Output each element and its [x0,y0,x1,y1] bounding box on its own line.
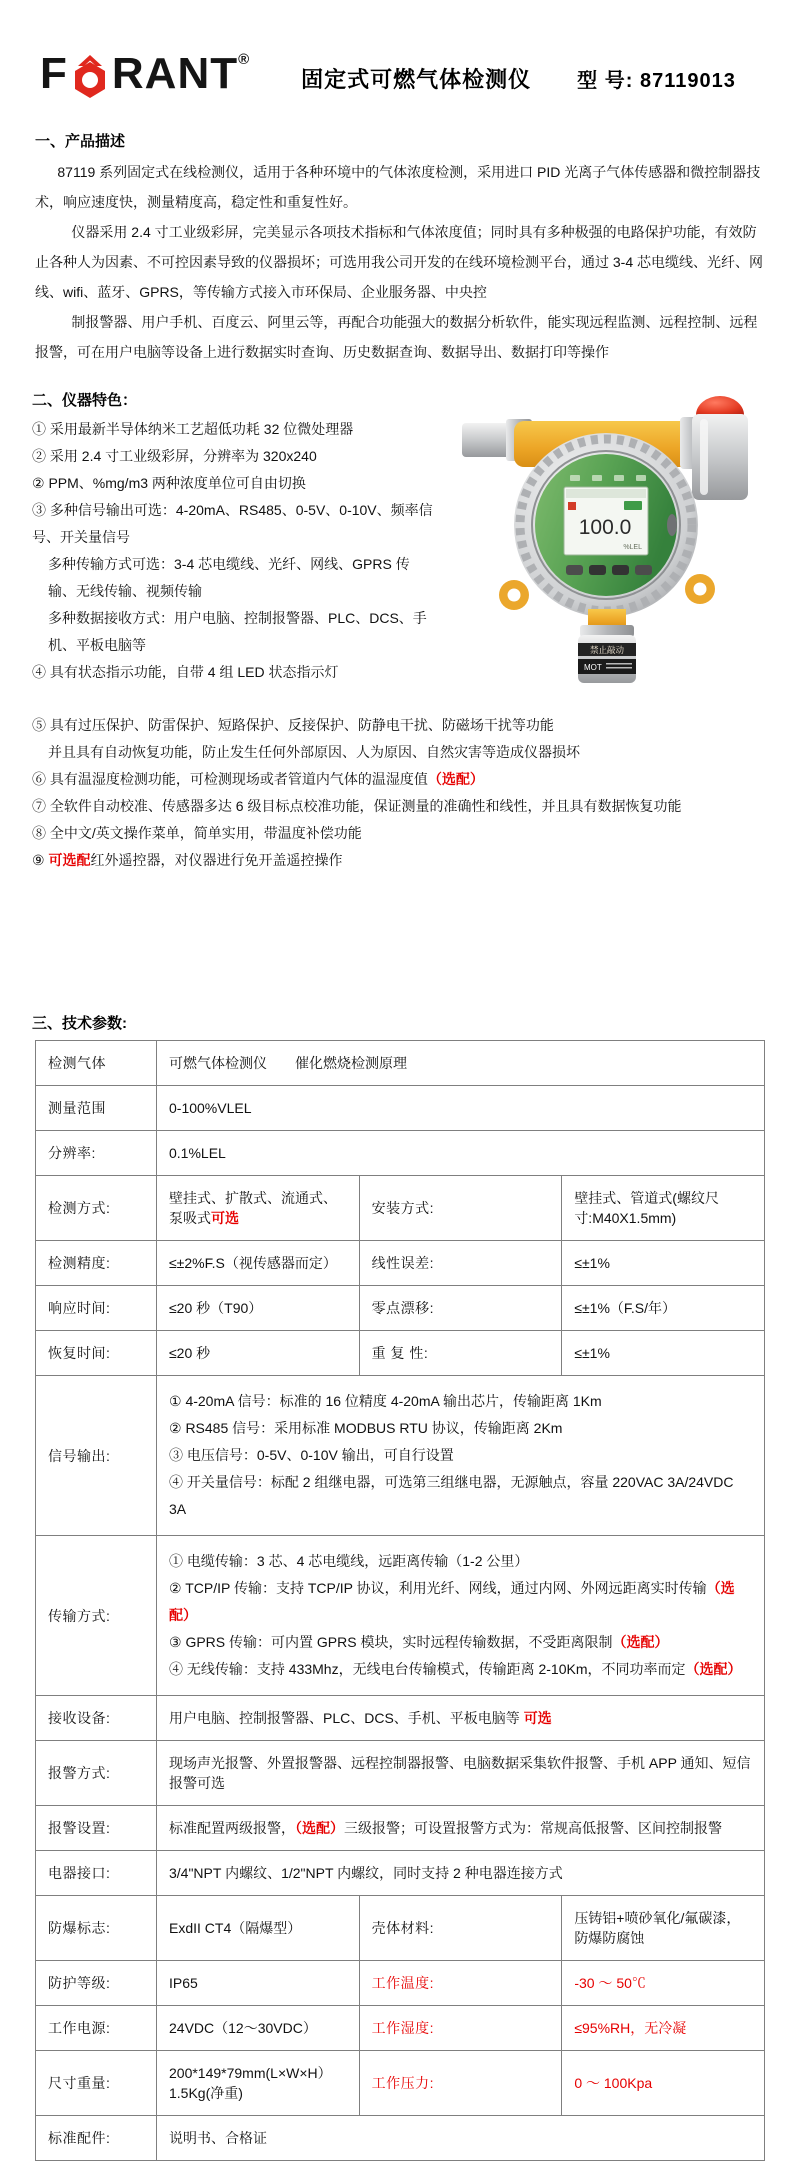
spec-value: 200*149*79mm(L×W×H） 1.5Kg(净重) [157,2051,360,2116]
spec-value-line: ④ 开关量信号：标配 2 组继电器，可选第三组继电器，无源触点，容量 220VAC 3A/24VDC 3A [169,1474,734,1517]
table-row [36,1131,765,1176]
spec-label: 安装方式: [359,1176,562,1241]
spec-value: 用户电脑、控制报警器、PLC、DCS、手机、平板电脑等 可选 [157,1696,765,1741]
spec-value [157,1376,765,1536]
spec-value: ≤±1% [562,1331,765,1376]
spec-label: 接收设备: [36,1696,157,1741]
spec-label: 传输方式: [36,1536,157,1696]
table-row [36,1331,765,1376]
spec-value: 0-100%VLEL [157,1086,765,1131]
spec-value-line: ③ 电压信号：0-5V、0-10V 输出，可自行设置 [169,1447,454,1463]
table-row [36,1376,765,1536]
logo-hex-nut-icon [69,54,111,104]
spec-label: 标准配件: [36,2116,157,2161]
table-row [36,2051,765,2116]
table-row [36,2006,765,2051]
spec-value: 可燃气体检测仪 催化燃烧检测原理 [157,1041,765,1086]
screen-unit: %LEL [623,544,642,551]
spec-value-line: ① 4-20mA 信号：标准的 16 位精度 4-20mA 输出芯片，传输距离 1Km [169,1393,602,1409]
feature-item: ① 采用最新半导体纳米工艺超低功耗 32 位微处理器 [32,421,354,437]
table-row [36,1041,765,1086]
feature-item: 多种传输方式可选：3-4 芯电缆线、光纤、网线、GPRS 传输、无线传输、视频传输 [48,556,410,599]
table-row [36,1896,765,1961]
spec-value: IP65 [157,1961,360,2006]
feature-item: ⑤ 具有过压保护、防雷保护、短路保护、反接保护、防静电干扰、防磁场干扰等功能 [32,717,554,733]
feature-item: ⑧ 全中文/英文操作菜单，简单实用，带温度补偿功能 [32,825,362,841]
spec-value-line: ② TCP/IP 传输：支持 TCP/IP 协议，利用光纤、网线，通过内网、外网远距离实时传输（选配） [169,1580,735,1623]
spec-value: ≤±1% [562,1241,765,1286]
table-row [36,1536,765,1696]
spec-value-line: ② RS485 信号：采用标准 MODBUS RTU 协议，传输距离 2Km [169,1420,563,1436]
spec-value-line: ① 电缆传输：3 芯、4 芯电缆线，远距离传输（1-2 公里） [169,1553,529,1569]
alarm-beacon [696,396,744,415]
spec-value: ≤95%RH，无冷凝 [562,2006,765,2051]
screen-reading: 100.0 [578,516,632,539]
table-row [36,1741,765,1806]
spec-label: 电器接口: [36,1851,157,1896]
logo-text-rant: RANT [111,49,239,98]
description-paragraph-3: 制报警器、用户手机、百度云、阿里云等，再配合功能强大的数据分析软件，能实现远程监测、远程控制、远程报警，可在用户电脑等设备上进行数据实时查询、历史数据查询、数据导出、数据打印等操作 [35,314,758,360]
spec-label: 重 复 性: [359,1331,562,1376]
section-features [32,389,770,874]
sensor-warning-label: 禁止敲动 [589,645,625,655]
feature-item: ⑨ 可选配红外遥控器，对仪器进行免开盖遥控操作 [32,852,343,868]
spec-value: ≤20 秒 [157,1331,360,1376]
spec-label: 线性误差: [359,1241,562,1286]
feature-item: ② PPM、%mg/m3 两种浓度单位可自由切换 [32,475,306,491]
spec-label: 信号输出: [36,1376,157,1536]
spec-label: 工作湿度: [359,2006,562,2051]
table-row [36,1241,765,1286]
spec-label: 工作压力: [359,2051,562,2116]
section2-heading: 二、仪器特色： [32,392,138,409]
spec-value: 壁挂式、管道式(螺纹尺寸:M40X1.5mm) [562,1176,765,1241]
table-row [36,1851,765,1896]
spec-value: 3/4"NPT 内螺纹、1/2"NPT 内螺纹，同时支持 2 种电器连接方式 [157,1851,765,1896]
gas-detector-illustration [448,383,770,685]
spec-label: 测量范围 [36,1086,157,1131]
spec-value: ≤20 秒（T90） [157,1286,360,1331]
spec-label: 分辨率: [36,1131,157,1176]
spec-value: 0.1%LEL [157,1131,765,1176]
spec-value: 说明书、合格证 [157,2116,765,2161]
feature-item: 并且具有自动恢复功能，防止发生任何外部原因、人为原因、自然灾害等造成仪器损坏 [48,744,580,760]
model-number [577,64,736,93]
spec-value: 现场声光报警、外置报警器、远程控制器报警、电脑数据采集软件报警、手机 APP 通知、短信报警可选 [157,1741,765,1806]
model-value: 87119013 [639,69,736,92]
section-product-description [35,130,765,367]
table-row [36,1696,765,1741]
table-row [36,2116,765,2161]
feature-item: ④ 具有状态指示功能，自带 4 组 LED 状态指示灯 [32,664,339,680]
logo-text-f: F [40,49,68,98]
spec-value: 压铸铝+喷砂氧化/氟碳漆，防爆防腐蚀 [562,1896,765,1961]
brand-logo [40,49,250,104]
spec-label: 检测方式: [36,1176,157,1241]
table-row [36,1086,765,1131]
spec-value-line: ③ GPRS 传输：可内置 GPRS 模块，实时远程传输数据，不受距离限制（选配） [169,1634,669,1650]
spec-value: 标准配置两级报警，（选配）三级报警；可设置报警方式为：常规高低报警、区间控制报警 [157,1806,765,1851]
spec-label: 响应时间: [36,1286,157,1331]
registered-mark: ® [238,51,250,68]
section1-heading: 一、产品描述 [35,133,126,150]
spec-value: -30 ～ 50℃ [562,1961,765,2006]
spec-label: 工作电源: [36,2006,157,2051]
spec-value-line: ④ 无线传输：支持 433Mhz，无线电台传输模式，传输距离 2-10Km，不同功率而定（选配） [169,1661,742,1677]
spec-label: 防爆标志: [36,1896,157,1961]
spec-label: 报警方式: [36,1741,157,1806]
spec-label: 工作温度: [359,1961,562,2006]
spec-value: ≤±2%F.S（视传感器而定） [157,1241,360,1286]
spec-label: 尺寸重量: [36,2051,157,2116]
spec-label: 报警设置: [36,1806,157,1851]
description-paragraph-1: 87119 系列固定式在线检测仪，适用于各种环境中的气体浓度检测，采用进口 PID 光离子气体传感器和微控制器技术，响应速度快，测量精度高，稳定性和重复性好。 [35,164,761,210]
feature-item: ② 采用 2.4 寸工业级彩屏，分辨率为 320x240 [32,448,317,464]
section-technical-parameters [0,1012,800,2161]
feature-item: ③ 多种信号输出可选：4-20mA、RS485、0-5V、0-10V、频率信号、开关量信号 [32,502,433,545]
model-label: 型 号: [577,69,634,92]
table-row [36,1286,765,1331]
header [0,0,800,104]
gas-icon [568,502,576,510]
spec-value: 壁挂式、扩散式、流通式、泵吸式可选 [157,1176,360,1241]
spec-value: ExdII CT4（隔爆型） [157,1896,360,1961]
product-photo [448,383,770,685]
spec-label: 零点漂移: [359,1286,562,1331]
table-row [36,1806,765,1851]
spec-value [157,1536,765,1696]
feature-item: ⑦ 全软件自动校准、传感器多达 6 级目标点校准功能，保证测量的准确性和线性，并且具有数据恢复功能 [32,798,682,814]
spec-label: 检测精度: [36,1241,157,1286]
section3-heading: 三、技术参数: [32,1015,127,1032]
feature-item: 多种数据接收方式：用户电脑、控制报警器、PLC、DCS、手机、平板电脑等 [48,610,427,653]
sensor-brand-label: MOT [584,663,602,672]
spec-label: 防护等级: [36,1961,157,2006]
spec-value: 0 ～ 100Kpa [562,2051,765,2116]
spec-value: 24VDC（12～30VDC） [157,2006,360,2051]
table-row [36,1176,765,1241]
spec-label: 恢复时间: [36,1331,157,1376]
feature-item: ⑥ 具有温湿度检测功能，可检测现场或者管道内气体的温湿度值（选配） [32,771,484,787]
spec-label: 检测气体 [36,1041,157,1086]
spec-value: ≤±1%（F.S/年） [562,1286,765,1331]
table-row [36,1961,765,2006]
left-fitting [462,423,512,457]
description-paragraph-2: 仪器采用 2.4 寸工业级彩屏，完美显示各项技术指标和气体浓度值；同时具有多种极强的电路保护功能，有效防止各种人为因素、不可控因素导致的仪器损坏；可选用我公司开发的在线环境检测平台，通过 3-4 芯电缆线、光纤、网线、wifi、蓝牙、GPRS，等传输方式接入市环保局、企业服务器、中央控 [35,224,764,300]
specs-table [35,1040,765,2161]
page-title: 固定式可燃气体检测仪 [301,66,532,92]
spec-label: 壳体材料: [359,1896,562,1961]
